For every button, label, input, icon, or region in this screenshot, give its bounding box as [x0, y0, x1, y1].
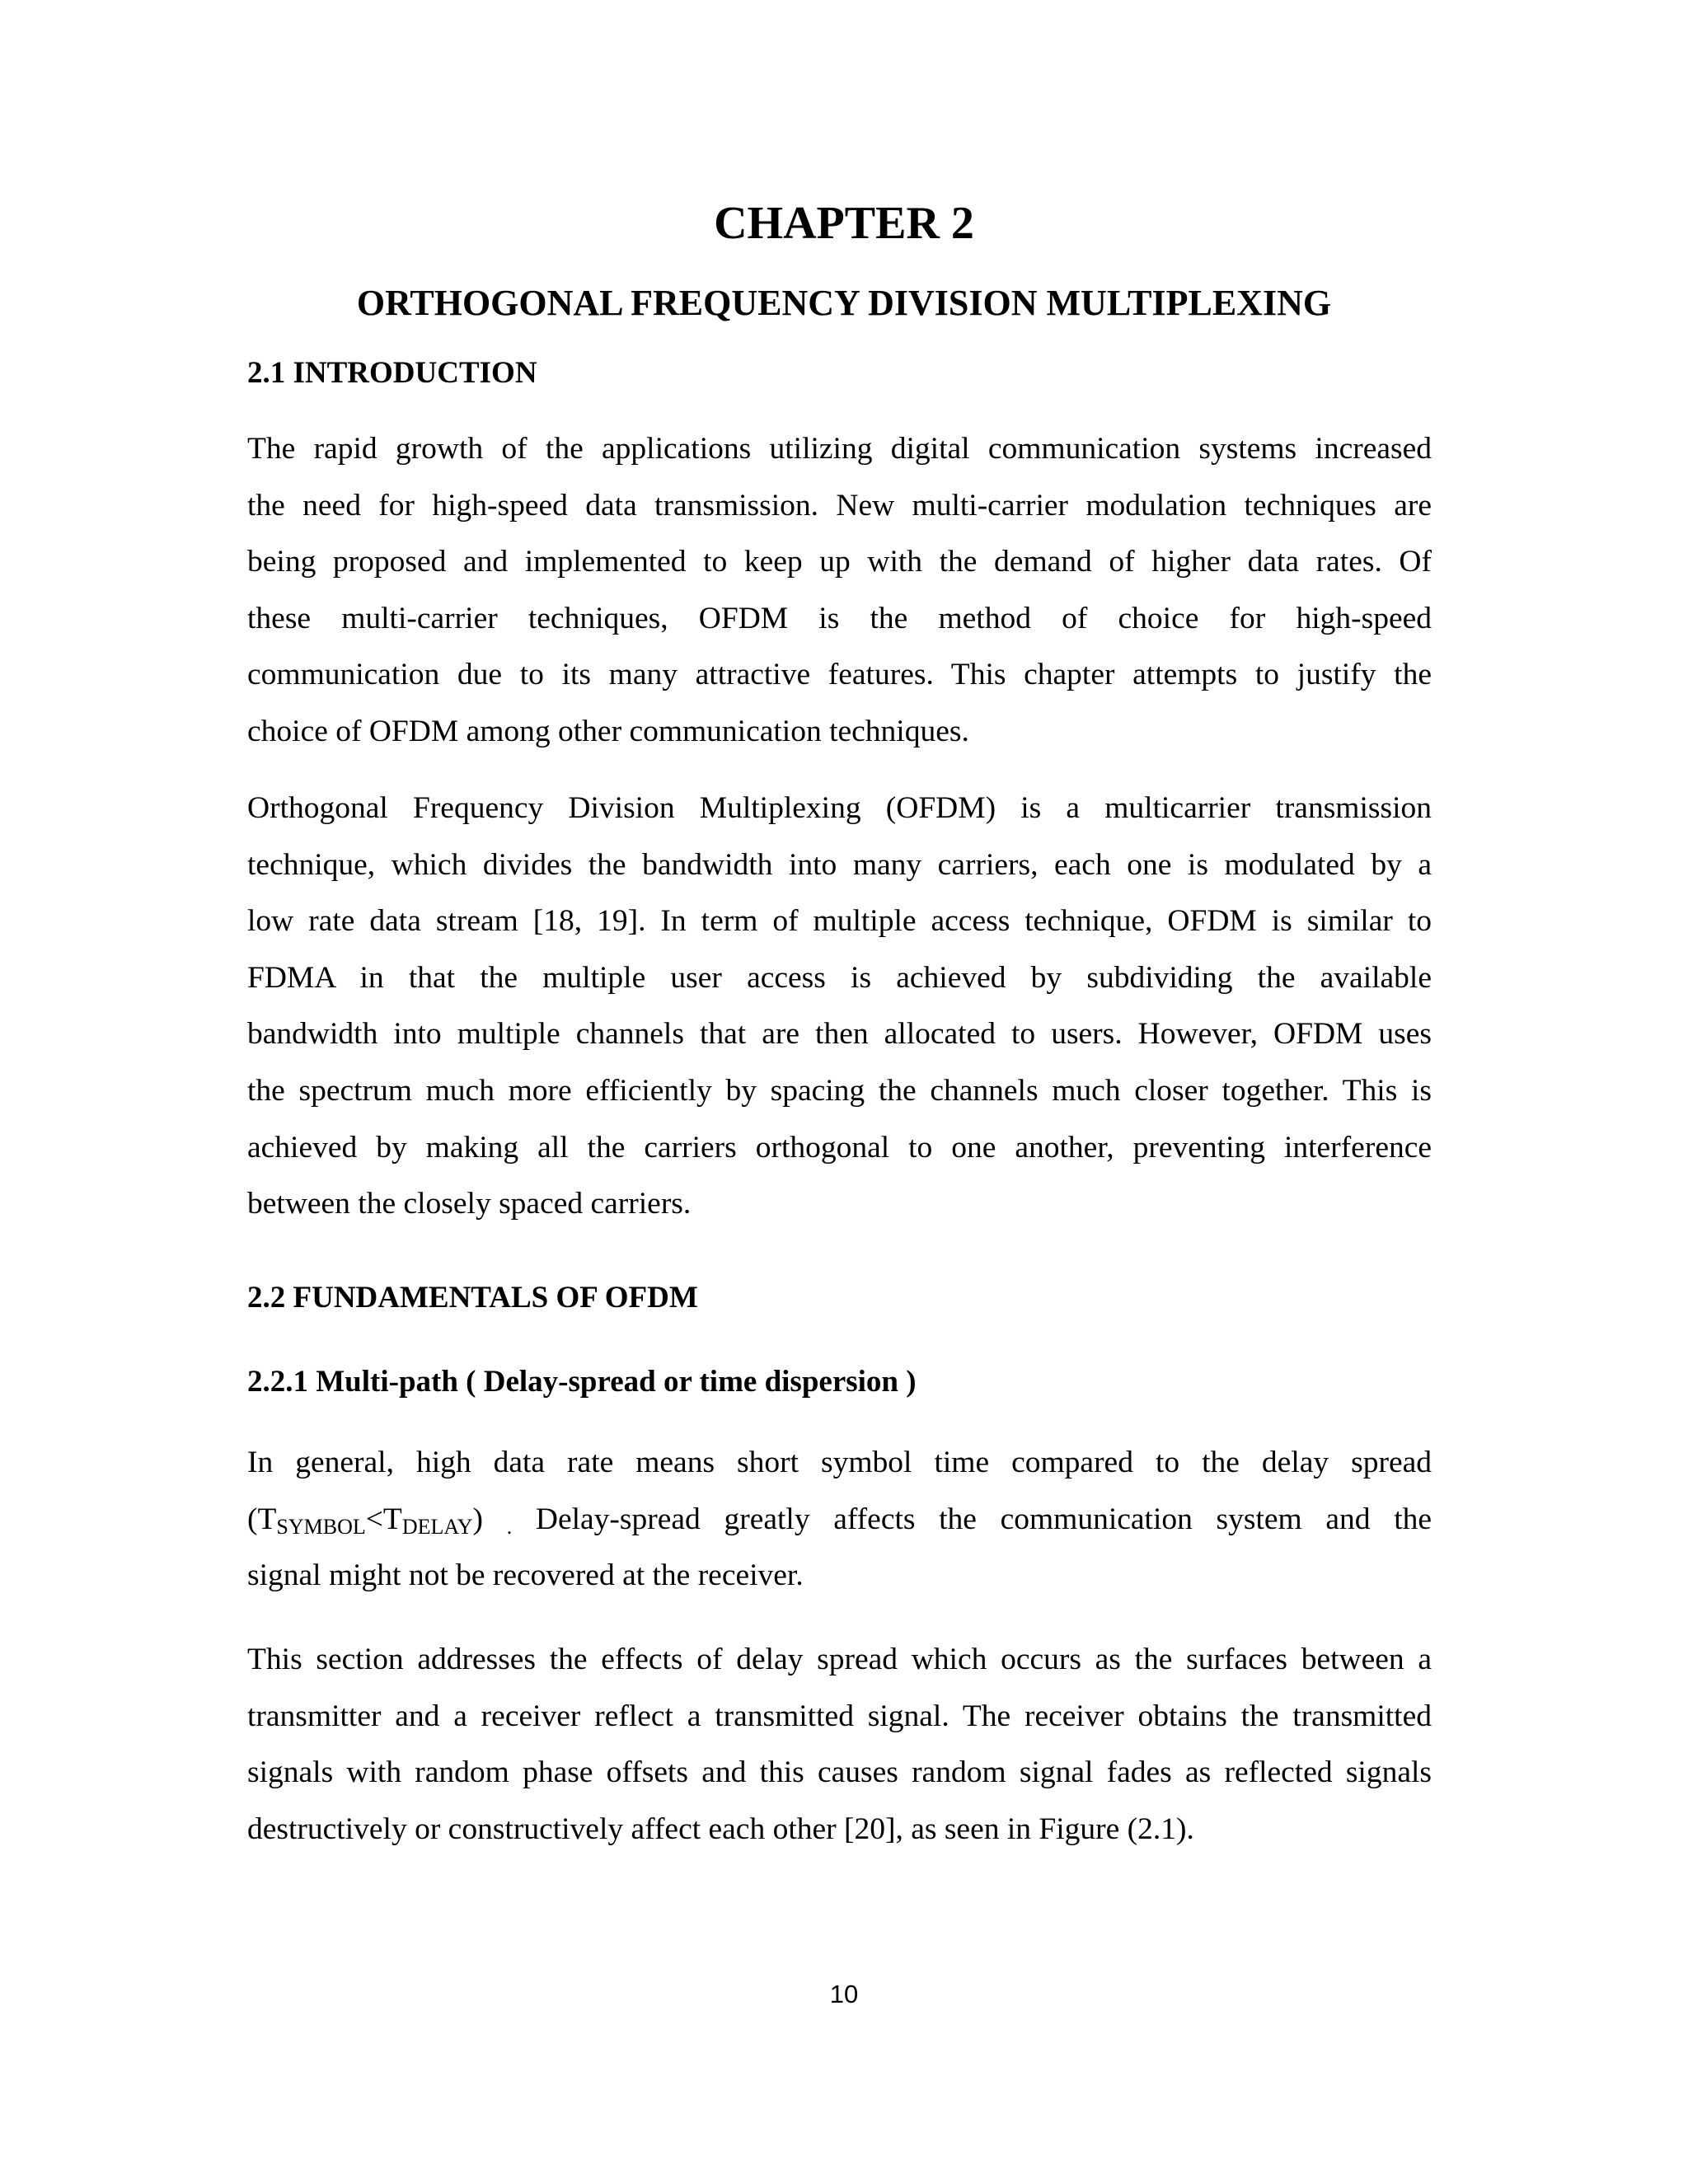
text-fragment: (T [247, 1502, 277, 1536]
paragraph-line: between the closely spaced carriers. [247, 1187, 692, 1221]
text-fragment: Delay-spread greatly affects the communication system and the [535, 1502, 1432, 1536]
paragraph-line: destructively or constructively affect each other [20], as seen in Figure (2.1). [247, 1811, 1194, 1846]
paragraph-line: these multi-carrier techniques, OFDM is the method of choice for high-speed [247, 601, 1432, 635]
page-number: 10 [829, 1980, 859, 2008]
subscript-delay: DELAY [401, 1514, 473, 1539]
paragraph-line: In general, high data rate means short symbol time compared to the delay spread [247, 1446, 1432, 1479]
paragraph-line: This section addresses the effects of delay spread which occurs as the surfaces between a [247, 1643, 1432, 1676]
paragraph-line: bandwidth into multiple channels that are then allocated to users. However, OFDM uses [247, 1017, 1432, 1052]
paragraph-line: being proposed and implemented to keep up with the demand of higher data rates. Of [247, 545, 1432, 579]
paragraph-line: communication due to its many attractive features. This chapter attempts to justify the [247, 658, 1432, 692]
section-heading-2-2: 2.2 FUNDAMENTALS OF OFDM [247, 1281, 698, 1315]
multipath-paragraph-2 [247, 1632, 1432, 1858]
subscript-symbol: SYMBOL [276, 1514, 366, 1539]
paragraph-line: The rapid growth of the applications utilizing digital communication systems increased [247, 432, 1432, 466]
intro-paragraph-1 [247, 421, 1432, 761]
chapter-title: CHAPTER 2 [714, 198, 974, 249]
text-fragment: ) [472, 1502, 484, 1536]
paragraph-line-with-subscripts [247, 1492, 1432, 1549]
text-fragment: <T [365, 1502, 402, 1536]
paragraph-line: the need for high-speed data transmission. New multi-carrier modulation techniques are [247, 488, 1432, 523]
subsection-heading-2-2-1: 2.2.1 Multi-path ( Delay-spread or time dispersion ) [247, 1365, 917, 1399]
paragraph-line: low rate data stream [18, 19]. In term of multiple access technique, OFDM is similar to [247, 904, 1432, 939]
paragraph-line: transmitter and a receiver reflect a transmitted signal. The receiver obtains the transmitted [247, 1699, 1432, 1733]
intro-paragraph-2 [247, 780, 1432, 1233]
chapter-subtitle: ORTHOGONAL FREQUENCY DIVISION MULTIPLEXING [356, 283, 1332, 323]
subscript-dot: . [506, 1514, 513, 1539]
paragraph-line: FDMA in that the multiple user access is achieved by subdividing the available [247, 960, 1432, 995]
paragraph-line: achieved by making all the carriers orthogonal to one another, preventing interference [247, 1130, 1432, 1165]
paragraph-line: the spectrum much more efficiently by spacing the channels much closer together. This is [247, 1073, 1432, 1108]
paragraph-line: Orthogonal Frequency Division Multiplexing (OFDM) is a multicarrier transmission [247, 791, 1432, 825]
paragraph-line: signals with random phase offsets and this causes random signal fades as reflected signals [247, 1755, 1432, 1790]
section-heading-2-1: 2.1 INTRODUCTION [247, 356, 537, 390]
paragraph-line: technique, which divides the bandwidth into many carriers, each one is modulated by a [247, 847, 1432, 882]
multipath-paragraph-1 [247, 1435, 1432, 1605]
paragraph-line: choice of OFDM among other communication techniques. [247, 714, 969, 748]
paragraph-line: signal might not be recovered at the receiver. [247, 1558, 804, 1593]
